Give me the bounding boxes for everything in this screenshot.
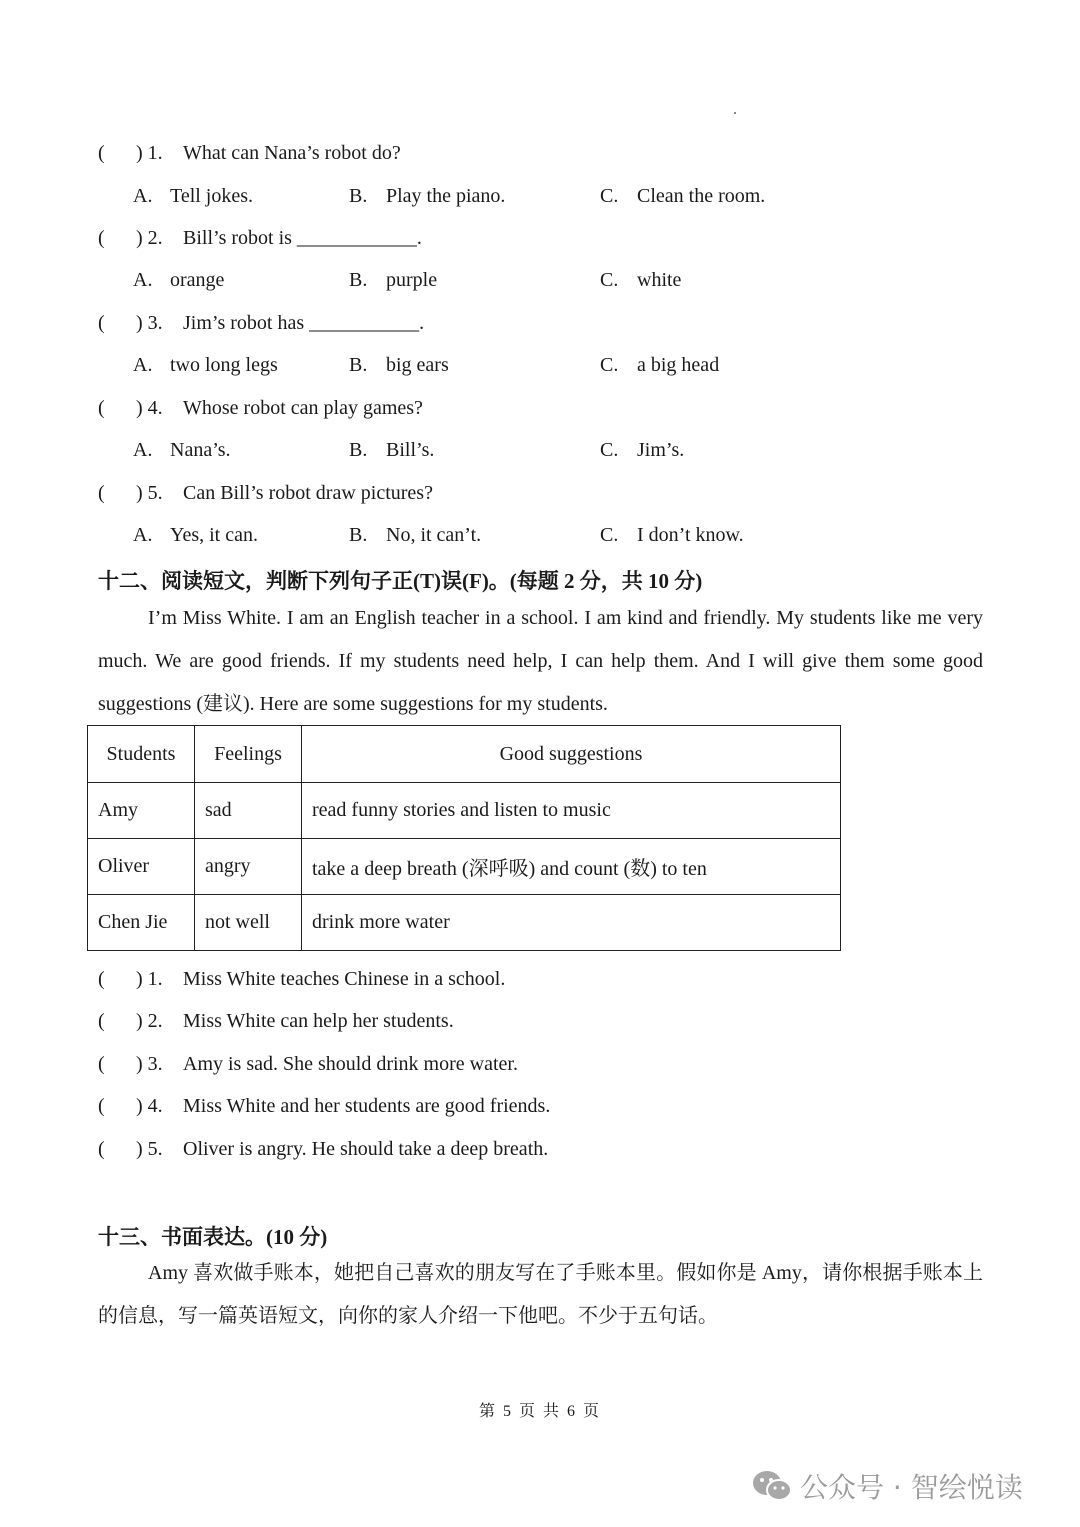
table-cell: angry xyxy=(195,839,302,895)
question-text: Can Bill’s robot draw pictures? xyxy=(183,482,433,504)
option-b: B. big ears xyxy=(349,354,449,376)
page-footer: 第 5 页 共 6 页 xyxy=(478,1403,601,1420)
table-cell: Oliver xyxy=(88,839,195,895)
table-row xyxy=(88,839,841,895)
statement-number: ) 2. xyxy=(136,1010,163,1032)
question-number: ) 5. xyxy=(136,482,163,504)
section13-prompt xyxy=(98,1252,983,1338)
option-a: A. orange xyxy=(133,269,225,291)
table-cell: drink more water xyxy=(302,895,841,951)
question-text: Bill’s robot is ____________. xyxy=(183,227,422,249)
option-c: C. Clean the room. xyxy=(600,185,766,207)
option-a: A. Yes, it can. xyxy=(133,524,258,546)
answer-paren[interactable]: ( xyxy=(98,1010,105,1032)
suggestions-table xyxy=(87,725,841,951)
statement-text: Miss White can help her students. xyxy=(183,1010,454,1032)
question-number: ) 1. xyxy=(136,142,163,164)
question-text: Jim’s robot has ___________. xyxy=(183,312,425,334)
table-cell: sad xyxy=(195,783,302,839)
section12-heading: 十二、阅读短文，判断下列句子正(T)误(F)。(每题 2 分，共 10 分) xyxy=(98,569,703,593)
option-a: A. Nana’s. xyxy=(133,439,231,461)
question-number: ) 2. xyxy=(136,227,163,249)
table-header-cell: Students xyxy=(88,726,195,783)
watermark xyxy=(752,1466,1023,1510)
table-header-cell: Feelings xyxy=(195,726,302,783)
answer-paren[interactable]: ( xyxy=(98,1138,105,1160)
statement-number: ) 3. xyxy=(136,1053,163,1075)
statement-text: Oliver is angry. He should take a deep breath. xyxy=(183,1138,549,1160)
statement-number: ) 5. xyxy=(136,1138,163,1160)
option-a: A. two long legs xyxy=(133,354,278,376)
table-cell: take a deep breath (深呼吸) and count (数) to ten xyxy=(302,839,841,895)
watermark-text: 公众号 · 智绘悦读 xyxy=(800,1471,1023,1504)
statement-text: Amy is sad. She should drink more water. xyxy=(183,1053,518,1075)
answer-paren[interactable]: ( xyxy=(98,1095,105,1117)
table-header-row xyxy=(88,726,841,783)
answer-paren[interactable]: ( xyxy=(98,142,105,164)
answer-paren[interactable]: ( xyxy=(98,397,105,419)
answer-paren[interactable]: ( xyxy=(98,312,105,334)
statement-text: Miss White and her students are good friends. xyxy=(183,1095,551,1117)
answer-paren[interactable]: ( xyxy=(98,1053,105,1075)
option-b: B. Bill’s. xyxy=(349,439,435,461)
table-row xyxy=(88,895,841,951)
wechat-icon xyxy=(752,1469,792,1510)
section12-passage xyxy=(98,597,983,726)
table-cell: Amy xyxy=(88,783,195,839)
answer-paren[interactable]: ( xyxy=(98,227,105,249)
option-c: C. I don’t know. xyxy=(600,524,744,546)
option-b: B. No, it can’t. xyxy=(349,524,482,546)
question-text: Whose robot can play games? xyxy=(183,397,423,419)
table-cell: read funny stories and listen to music xyxy=(302,783,841,839)
prompt-text: Amy 喜欢做手账本，她把自己喜欢的朋友写在了手账本里。假如你是 Amy，请你根据手账本上的信息，写一篇英语短文，向你的家人介绍一下他吧。不少于五句话。 xyxy=(98,1262,983,1327)
option-c: C. white xyxy=(600,269,682,291)
question-number: ) 4. xyxy=(136,397,163,419)
option-c: C. a big head xyxy=(600,354,720,376)
passage-text: I’m Miss White. I am an English teacher in a school. I am kind and friendly. My students like me very much. We are good friends. If my students need help, I can help them. And I will give them some good suggestions (建议). Here are some suggestions for my students. xyxy=(98,607,983,715)
statement-number: ) 4. xyxy=(136,1095,163,1117)
table-cell: Chen Jie xyxy=(88,895,195,951)
statement-text: Miss White teaches Chinese in a school. xyxy=(183,968,506,990)
option-b: B. purple xyxy=(349,269,438,291)
question-number: ) 3. xyxy=(136,312,163,334)
option-a: A. Tell jokes. xyxy=(133,185,254,207)
table-cell: not well xyxy=(195,895,302,951)
answer-paren[interactable]: ( xyxy=(98,482,105,504)
statement-number: ) 1. xyxy=(136,968,163,990)
option-b: B. Play the piano. xyxy=(349,185,506,207)
section13-heading: 十三、书面表达。(10 分) xyxy=(98,1225,328,1249)
question-text: What can Nana’s robot do? xyxy=(183,142,401,164)
answer-paren[interactable]: ( xyxy=(98,968,105,990)
table-header-cell: Good suggestions xyxy=(302,726,841,783)
option-c: C. Jim’s. xyxy=(600,439,685,461)
speck xyxy=(734,112,736,114)
table-row xyxy=(88,783,841,839)
